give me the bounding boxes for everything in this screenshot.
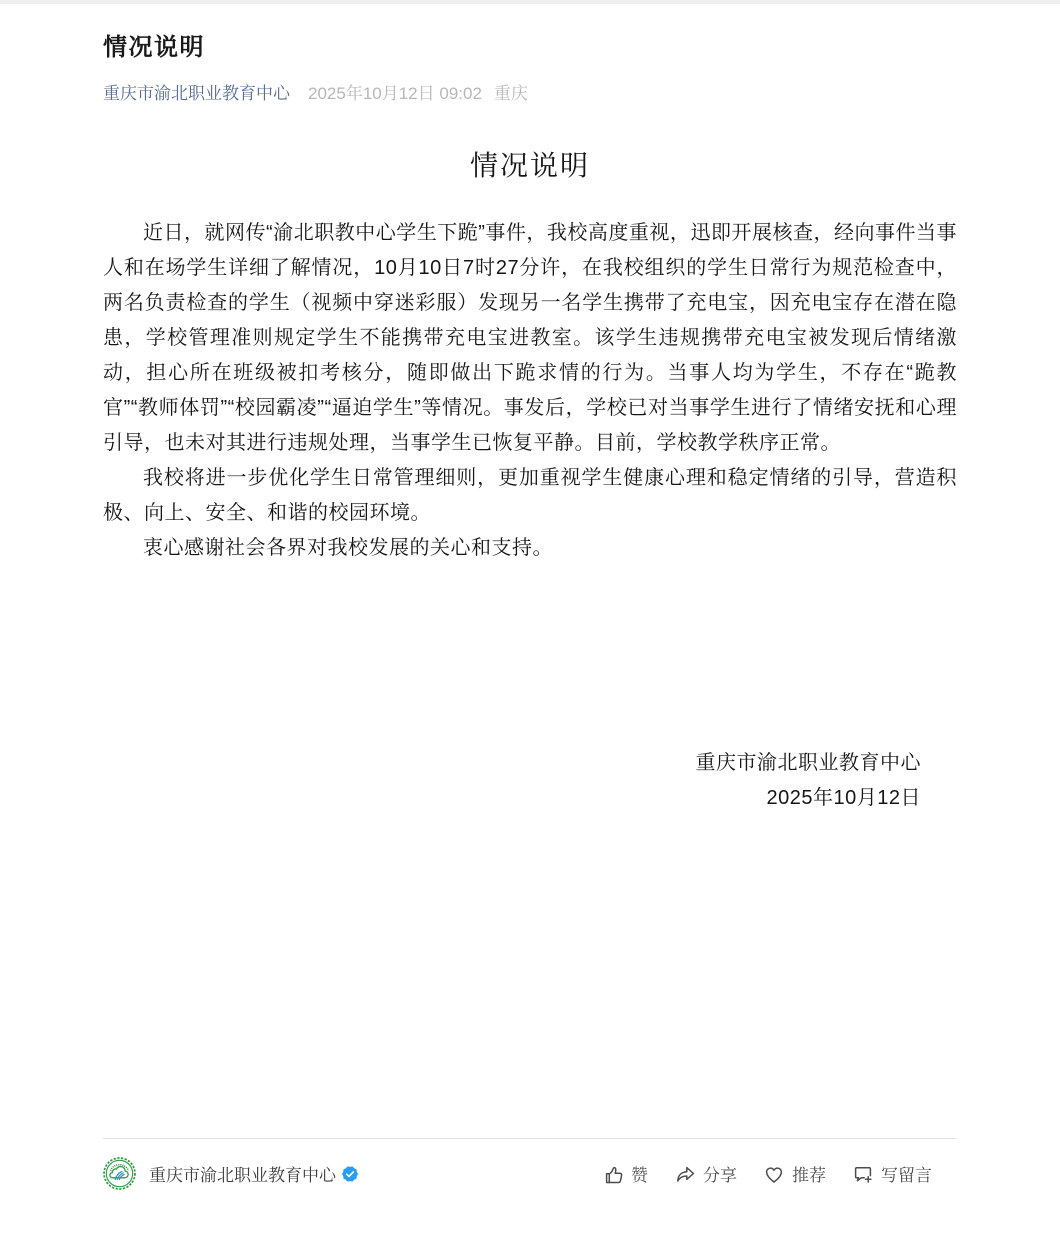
recommend-label: 推荐 [792,1166,826,1185]
comment-plus-icon [852,1163,874,1185]
school-seal-logo-icon [103,1157,136,1190]
footer-account[interactable] [103,1157,358,1190]
footer-bar [103,1157,957,1190]
verified-badge-icon [342,1166,358,1182]
top-strip [0,0,1060,4]
page-title: 情况说明 [103,34,205,61]
heart-icon [763,1163,785,1185]
paragraph: 近日，就网传“渝北职教中心学生下跪”事件，我校高度重视，迅即开展核查，经向事件当事人和在场学生详细了解情况，10月10日7时27分许，在我校组织的学生日常行为规范检查中，两名负责检查的学生（视频中穿迷彩服）发现另一名学生携带了充电宝，因充电宝存在潜在隐患，学校管理准则规定学生不能携带充电宝进教室。该学生违规携带充电宝被发现后情绪激动，担心所在班级被扣考核分，随即做出下跪求情的行为。当事人均为学生，不存在“跪教官”“教师体罚”“校园霸凌”“逼迫学生”等情况。事发后，学校已对当事学生进行了情绪安抚和心理引导，也未对其进行违规处理，当事学生已恢复平静。目前，学校教学秩序正常。 [103,222,957,454]
footer-account-name: 重庆市渝北职业教育中心 [149,1166,336,1185]
publish-location: 重庆 [493,84,528,103]
share-arrow-icon [674,1163,696,1185]
account-link[interactable]: 重庆市渝北职业教育中心 [103,84,290,103]
like-button[interactable] [602,1161,648,1186]
signature-date: 2025年10月12日 [766,787,921,809]
article-body [103,216,957,566]
publish-datetime: 2025年10月12日 09:02 [308,84,482,103]
document-heading: 情况说明 [469,150,590,181]
footer-divider [103,1138,957,1139]
signature-block [103,746,957,816]
paragraph: 我校将进一步优化学生日常管理细则，更加重视学生健康心理和稳定情绪的引导，营造积极、向上、安全、和谐的校园环境。 [103,467,957,524]
action-bar [602,1161,932,1186]
write-comment-button[interactable] [852,1161,932,1186]
like-label: 赞 [631,1166,648,1185]
byline [103,82,957,106]
signature-name: 重庆市渝北职业教育中心 [695,752,921,774]
thumbs-up-icon [602,1163,624,1185]
recommend-button[interactable] [763,1161,826,1186]
write-comment-label: 写留言 [881,1166,932,1185]
paragraph: 衷心感谢社会各界对我校发展的关心和支持。 [143,537,553,559]
share-button[interactable] [674,1161,737,1186]
article-page [0,34,1060,1190]
share-label: 分享 [703,1166,737,1185]
